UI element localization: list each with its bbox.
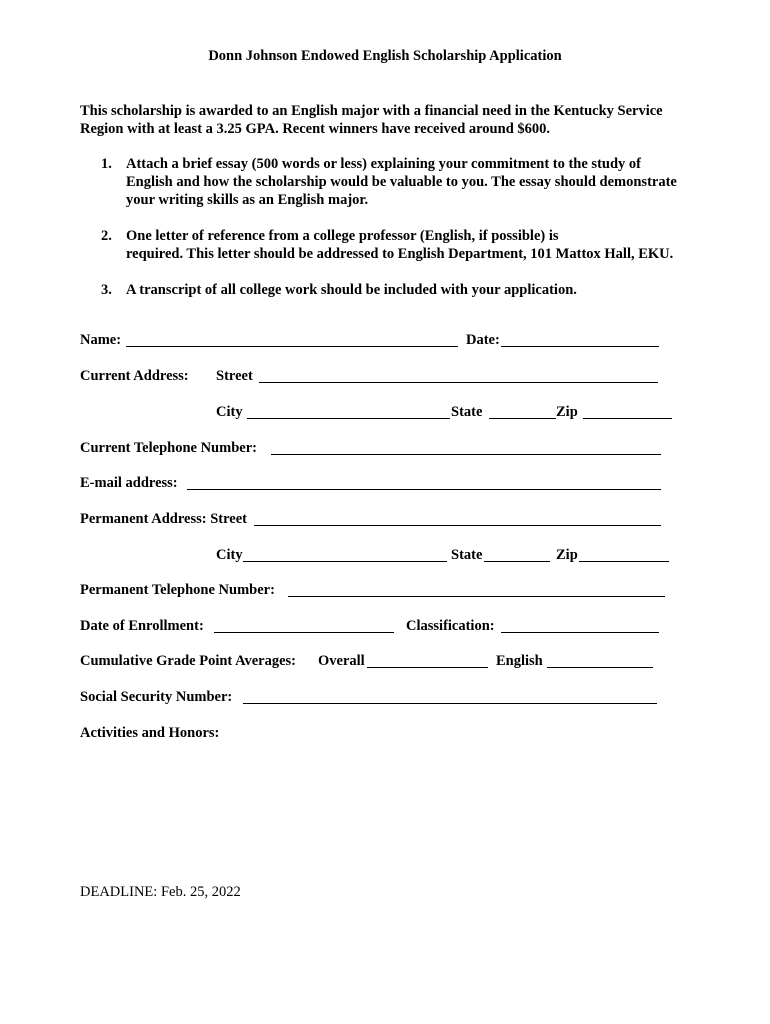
- city-label: City: [216, 404, 243, 420]
- ssn-label: Social Security Number:: [80, 689, 233, 705]
- permanent-city-field[interactable]: [243, 561, 447, 562]
- permanent-street-field[interactable]: [254, 525, 661, 526]
- intro-paragraph: [80, 102, 720, 138]
- current-address-label: Current Address:: [80, 368, 189, 384]
- requirement-line: your writing skills as an English major.: [126, 192, 369, 208]
- requirement-number: 3.: [101, 282, 112, 298]
- permanent-address-label: Permanent Address: Street: [80, 511, 247, 527]
- current-phone-label: Current Telephone Number:: [80, 440, 257, 456]
- permanent-state-field[interactable]: [484, 561, 550, 562]
- ssn-field[interactable]: [243, 703, 657, 704]
- requirement-line: English and how the scholarship would be valuable to you. The essay should demonstrate: [126, 174, 677, 190]
- perm-state-label: State: [451, 547, 483, 563]
- classification-field[interactable]: [501, 632, 659, 633]
- current-phone-field[interactable]: [271, 454, 661, 455]
- street-label: Street: [216, 368, 253, 384]
- english-gpa-field[interactable]: [547, 667, 653, 668]
- requirement-number: 1.: [101, 156, 112, 172]
- name-label: Name:: [80, 332, 122, 348]
- requirement-line: A transcript of all college work should be included with your application.: [126, 282, 577, 298]
- english-label: English: [496, 653, 543, 669]
- current-state-field[interactable]: [489, 418, 556, 419]
- current-city-field[interactable]: [247, 418, 450, 419]
- classification-label: Classification:: [406, 618, 495, 634]
- document-title: Donn Johnson Endowed English Scholarship Application: [208, 48, 562, 64]
- gpa-label: Cumulative Grade Point Averages:: [80, 653, 296, 669]
- intro-line: Region with at least a 3.25 GPA. Recent winners have received around $600.: [80, 121, 551, 137]
- perm-city-label: City: [216, 547, 243, 563]
- deadline-text: DEADLINE: Feb. 25, 2022: [80, 884, 241, 900]
- requirement-item-1: [80, 155, 730, 209]
- permanent-phone-label: Permanent Telephone Number:: [80, 582, 275, 598]
- intro-line: This scholarship is awarded to an English major with a financial need in the Kentucky Service: [80, 103, 663, 119]
- current-zip-field[interactable]: [583, 418, 672, 419]
- date-field[interactable]: [501, 346, 659, 347]
- zip-label: Zip: [556, 404, 578, 420]
- overall-gpa-field[interactable]: [367, 667, 488, 668]
- requirement-line: required. This letter should be addressed to English Department, 101 Mattox Hall, EKU.: [126, 246, 674, 262]
- requirement-item-3: [80, 281, 730, 299]
- date-label: Date:: [466, 332, 500, 348]
- enrollment-field[interactable]: [214, 632, 394, 633]
- requirement-item-2: [80, 227, 730, 263]
- requirement-line: Attach a brief essay (500 words or less) explaining your commitment to the study of: [126, 156, 641, 172]
- requirement-number: 2.: [101, 228, 112, 244]
- state-label: State: [451, 404, 483, 420]
- perm-zip-label: Zip: [556, 547, 578, 563]
- current-street-field[interactable]: [259, 382, 658, 383]
- email-label: E-mail address:: [80, 475, 178, 491]
- overall-label: Overall: [318, 653, 365, 669]
- requirement-line: One letter of reference from a college professor (English, if possible) is: [126, 228, 559, 244]
- permanent-phone-field[interactable]: [288, 596, 665, 597]
- permanent-zip-field[interactable]: [579, 561, 669, 562]
- activities-label: Activities and Honors:: [80, 725, 220, 741]
- enrollment-label: Date of Enrollment:: [80, 618, 204, 634]
- name-field[interactable]: [126, 346, 458, 347]
- email-field[interactable]: [187, 489, 661, 490]
